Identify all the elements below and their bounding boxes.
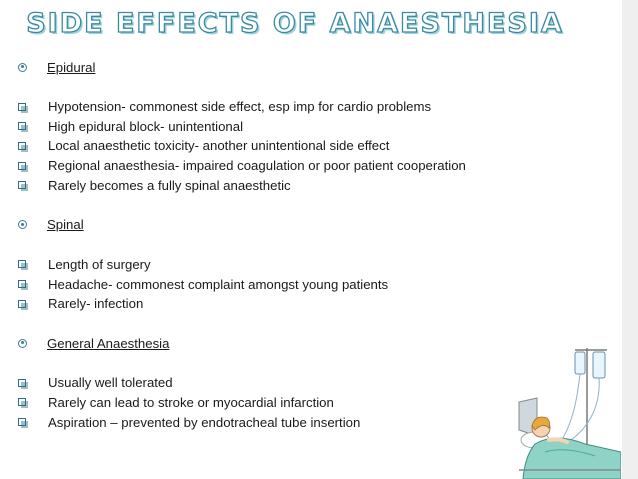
square-bullet-icon <box>18 379 26 387</box>
circle-dot-bullet-icon <box>18 339 27 348</box>
square-bullet-icon <box>18 260 26 268</box>
list-item-text: Length of surgery <box>48 256 151 272</box>
right-margin-bar <box>622 0 638 479</box>
section-heading-spinal <box>16 215 616 235</box>
page-title: SIDE EFFECTS OF ANAESTHESIA <box>26 8 564 39</box>
list-item <box>16 274 616 294</box>
square-bullet-icon <box>18 103 26 111</box>
list-item-text: Usually well tolerated <box>48 375 173 391</box>
list-item-text: Aspiration – prevented by endotracheal tube insertion <box>48 414 361 430</box>
square-bullet-icon <box>18 398 26 406</box>
circle-dot-bullet-icon <box>18 63 27 72</box>
list-item <box>16 294 616 314</box>
list-item <box>16 156 616 176</box>
list-item <box>16 136 616 156</box>
list-item <box>16 175 616 195</box>
section-label: General Anaesthesia <box>47 335 170 351</box>
square-bullet-icon <box>18 280 26 288</box>
list-item-text: Rarely can lead to stroke or myocardial infarction <box>48 394 334 410</box>
list-item-text: Hypotension- commonest side effect, esp imp for cardio problems <box>48 99 432 115</box>
list-item-text: Headache- commonest complaint amongst young patients <box>48 276 389 292</box>
list-item-text: Rarely becomes a fully spinal anaesthetic <box>48 177 291 193</box>
circle-dot-bullet-icon <box>18 220 27 229</box>
square-bullet-icon <box>18 122 26 130</box>
section-heading-epidural <box>16 57 616 77</box>
list-item <box>16 97 616 117</box>
hospital-patient-iv-drip-illustration <box>515 340 621 479</box>
list-item-text: Rarely- infection <box>48 296 144 312</box>
list-item-text: High epidural block- unintentional <box>48 118 244 134</box>
list-item-text: Regional anaesthesia- impaired coagulation or poor patient cooperation <box>48 158 466 174</box>
list-item <box>16 116 616 136</box>
list-item <box>16 255 616 275</box>
list-item-text: Local anaesthetic toxicity- another unintentional side effect <box>48 138 390 154</box>
section-label: Epidural <box>47 59 96 75</box>
square-bullet-icon <box>18 418 26 426</box>
section-label: Spinal <box>47 217 84 233</box>
square-bullet-icon <box>18 142 26 150</box>
square-bullet-icon <box>18 300 26 308</box>
square-bullet-icon <box>18 162 26 170</box>
square-bullet-icon <box>18 181 26 189</box>
